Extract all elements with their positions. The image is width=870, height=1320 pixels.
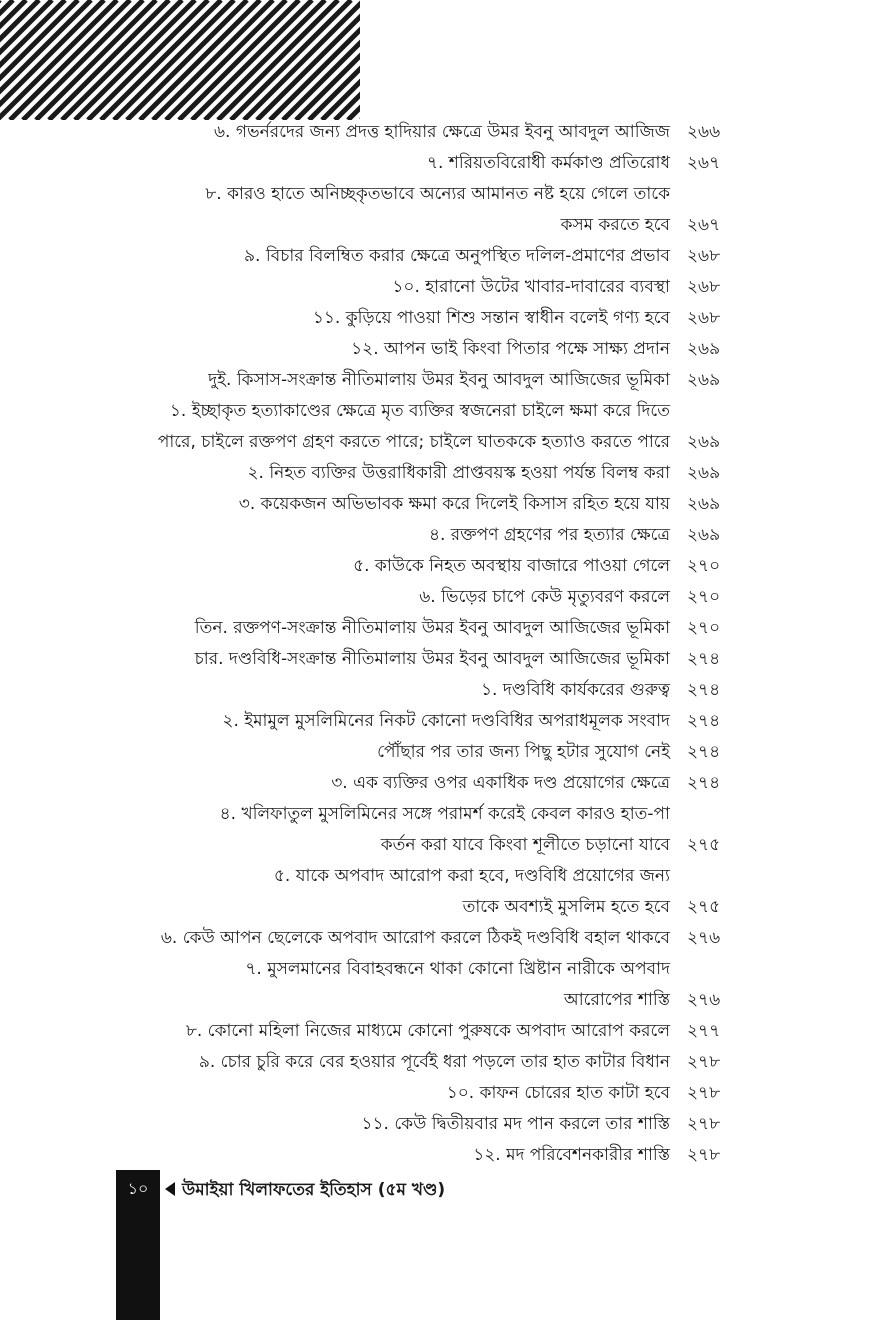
toc-entry-page: ২৭৫ <box>687 835 721 855</box>
toc-entry-title: কসম করতে হবে <box>560 215 670 235</box>
toc-entry <box>110 396 735 427</box>
toc-entry-title: ৫. কাউকে নিহত অবস্থায় বাজারে পাওয়া গেলে <box>353 556 670 576</box>
toc-entry-page: ২৭৮ <box>687 1052 721 1072</box>
toc-entry-title: পারে, চাইলে রক্তপণ গ্রহণ করতে পারে; চাইলে ঘাতককে হত্যাও করতে পারে <box>157 432 670 452</box>
left-arrow-icon <box>165 1182 175 1196</box>
toc-entry-page: ২৭৬ <box>687 990 721 1010</box>
toc-entry-title: চার. দণ্ডবিধি-সংক্রান্ত নীতিমালায় উমর ইবনু আবদুল আজিজের ভূমিকা <box>194 649 670 669</box>
toc-entry-page: ২৭৮ <box>687 1114 721 1134</box>
toc-entry-page: ২৬৯ <box>687 432 721 452</box>
toc-entry <box>110 613 735 644</box>
toc-entry <box>110 551 735 582</box>
toc-entry <box>110 861 735 892</box>
toc-entry-page: ২৬৭ <box>687 215 721 235</box>
toc-entry-title: ৮. কারও হাতে অনিচ্ছকৃতভাবে অন্যের আমানত নষ্ট হয়ে গেলে তাকে <box>205 184 670 204</box>
toc-entry <box>110 799 735 830</box>
toc-entry <box>110 365 735 396</box>
toc-entry-title: ৯. বিচার বিলম্বিত করার ক্ষেত্রে অনুপস্থিত দলিল-প্রমাণের প্রভাব <box>244 246 670 266</box>
toc-entry-title: ৬. ভিড়ের চাপে কেউ মৃত্যুবরণ করলে <box>419 587 670 607</box>
toc-entry-page: ২৬৯ <box>687 525 721 545</box>
toc-entry-title: ৮. কোনো মহিলা নিজের মাধ্যমে কোনো পুরুষকে অপবাদ আরোপ করলে <box>185 1021 670 1041</box>
toc-entry <box>110 303 735 334</box>
toc-entry-title: ৫. যাকে অপবাদ আরোপ করা হবে, দণ্ডবিধি প্রয়োগের জন্য <box>273 866 670 886</box>
toc-entry <box>110 241 735 272</box>
toc-entry-title: ৩. এক ব্যক্তির ওপর একাধিক দণ্ড প্রয়োগের ক্ষেত্রে <box>331 773 670 793</box>
toc-entry <box>110 954 735 985</box>
page-number: ১০ <box>127 1179 149 1198</box>
toc-entry <box>110 210 735 241</box>
toc-entry <box>110 1109 735 1140</box>
toc-entry-title: কর্তন করা যাবে কিংবা শূলীতে চড়ানো যাবে <box>380 835 670 855</box>
toc-entry <box>110 148 735 179</box>
toc-entry <box>110 489 735 520</box>
toc-entry-title: ২. নিহত ব্যক্তির উত্তরাধিকারী প্রাপ্তবয়স্ক হওয়া পর্যন্ত বিলম্ব করা <box>247 463 670 483</box>
toc-entry <box>110 427 735 458</box>
toc-entry-page: ২৭৮ <box>687 1083 721 1103</box>
toc-entry-title: ১. দণ্ডবিধি কার্যকরের গুরুত্ব <box>481 680 670 700</box>
toc-entry-title: পৌঁছার পর তার জন্য পিছু হটার সুযোগ নেই <box>377 742 670 762</box>
toc-entry-title: তিন. রক্তপণ-সংক্রান্ত নীতিমালায় উমর ইবনু আবদুল আজিজের ভূমিকা <box>194 618 670 638</box>
toc-entry <box>110 830 735 861</box>
toc-entry-page: ২৬৯ <box>687 339 721 359</box>
toc-entry-title: ৯. চোর চুরি করে বের হওয়ার পূর্বেই ধরা পড়লে তার হাত কাটার বিধান <box>198 1052 670 1072</box>
toc-entry <box>110 334 735 365</box>
toc-entry <box>110 1078 735 1109</box>
toc-entry-page: ২৭৮ <box>687 1145 721 1165</box>
toc-entry-page: ২৭৪ <box>687 649 721 669</box>
toc-entry <box>110 706 735 737</box>
toc-entry <box>110 117 735 148</box>
toc-entry <box>110 179 735 210</box>
table-of-contents <box>110 117 735 1171</box>
toc-entry-page: ২৭৪ <box>687 742 721 762</box>
toc-entry-title: ১১. কুড়িয়ে পাওয়া শিশু সন্তান স্বাধীন বলেই গণ্য হবে <box>312 308 670 328</box>
toc-entry <box>110 458 735 489</box>
toc-entry-title: ১২. আপন ভাই কিংবা পিতার পক্ষে সাক্ষ্য প্রদান <box>351 339 670 359</box>
toc-entry-page: ২৭৪ <box>687 711 721 731</box>
toc-entry <box>110 1140 735 1171</box>
toc-entry <box>110 582 735 613</box>
toc-entry-title: ৩. কয়েকজন অভিভাবক ক্ষমা করে দিলেই কিসাস রহিত হয়ে যায় <box>238 494 670 514</box>
toc-entry <box>110 892 735 923</box>
toc-entry-page: ২৭৪ <box>687 773 721 793</box>
toc-entry-title: ১০. কাফন চোরের হাত কাটা হবে <box>446 1083 670 1103</box>
toc-entry-title: ২. ইমামুল মুসলিমিনের নিকট কোনো দণ্ডবিধির অপরাধমূলক সংবাদ <box>222 711 670 731</box>
toc-entry <box>110 644 735 675</box>
toc-entry-page: ২৬৬ <box>687 122 721 142</box>
toc-entry-title: ১১. কেউ দ্বিতীয়বার মদ পান করলে তার শাস্তি <box>361 1114 670 1134</box>
toc-entry-page: ২৬৯ <box>687 494 721 514</box>
toc-entry <box>110 520 735 551</box>
toc-entry-title: ৪. খলিফাতুল মুসলিমিনের সঙ্গে পরামর্শ করেই কেবল কারও হাত-পা <box>219 804 670 824</box>
toc-entry-title: আরোপের শাস্তি <box>563 990 670 1010</box>
toc-entry-title: ১০. হারানো উটের খাবার-দাবারের ব্যবস্থা <box>392 277 670 297</box>
toc-entry-page: ২৬৮ <box>687 277 721 297</box>
toc-entry-page: ২৭৫ <box>687 897 721 917</box>
toc-entry-page: ২৬৯ <box>687 370 721 390</box>
toc-entry-page: ২৬৭ <box>687 153 721 173</box>
stripes-graphic <box>0 0 360 120</box>
toc-entry <box>110 985 735 1016</box>
toc-entry-title: ৪. রক্তপণ গ্রহণের পর হত্যার ক্ষেত্রে <box>428 525 670 545</box>
toc-entry-title: ৬. গভর্নরদের জন্য প্রদত্ত হাদিয়ার ক্ষেত্রে উমর ইবনু আবদুল আজিজ <box>213 122 670 142</box>
toc-entry-page: ২৭৬ <box>687 928 721 948</box>
toc-entry <box>110 768 735 799</box>
running-book-title: উমাইয়া খিলাফতের ইতিহাস (৫ম খণ্ড) <box>182 1180 446 1200</box>
toc-entry <box>110 737 735 768</box>
toc-entry-page: ২৭০ <box>687 556 721 576</box>
toc-entry-title: ৭. শরিয়তবিরোধী কর্মকাণ্ড প্রতিরোধ <box>426 153 670 173</box>
toc-entry-page: ২৭০ <box>687 618 721 638</box>
toc-entry <box>110 923 735 954</box>
toc-entry-title: তাকে অবশ্যই মুসলিম হতে হবে <box>462 897 670 917</box>
diagonal-stripes-decoration <box>0 0 360 120</box>
toc-entry-page: ২৭৭ <box>687 1021 721 1041</box>
toc-entry-page: ২৬৮ <box>687 246 721 266</box>
toc-entry-page: ২৬৯ <box>687 463 721 483</box>
toc-entry <box>110 1016 735 1047</box>
toc-entry-page: ২৭৪ <box>687 680 721 700</box>
toc-entry-title: ১২. মদ পরিবেশনকারীর শাস্তি <box>473 1145 670 1165</box>
toc-entry-title: ৭. মুসলমানের বিবাহবন্ধনে থাকা কোনো খ্রিষ্টান নারীকে অপবাদ <box>245 959 670 979</box>
toc-entry <box>110 1047 735 1078</box>
toc-entry-title: ১. ইচ্ছাকৃত হত্যাকাণ্ডের ক্ষেত্রে মৃত ব্যক্তির স্বজনেরা চাইলে ক্ষমা করে দিতে <box>169 401 670 421</box>
toc-entry-title: দুই. কিসাস-সংক্রান্ত নীতিমালায় উমর ইবনু আবদুল আজিজের ভূমিকা <box>208 370 670 390</box>
toc-entry <box>110 675 735 706</box>
toc-entry-page: ২৬৮ <box>687 308 721 328</box>
toc-entry-page: ২৭০ <box>687 587 721 607</box>
toc-entry-title: ৬. কেউ আপন ছেলেকে অপবাদ আরোপ করলে ঠিকই দণ্ডবিধি বহাল থাকবে <box>160 928 670 948</box>
toc-entry <box>110 272 735 303</box>
